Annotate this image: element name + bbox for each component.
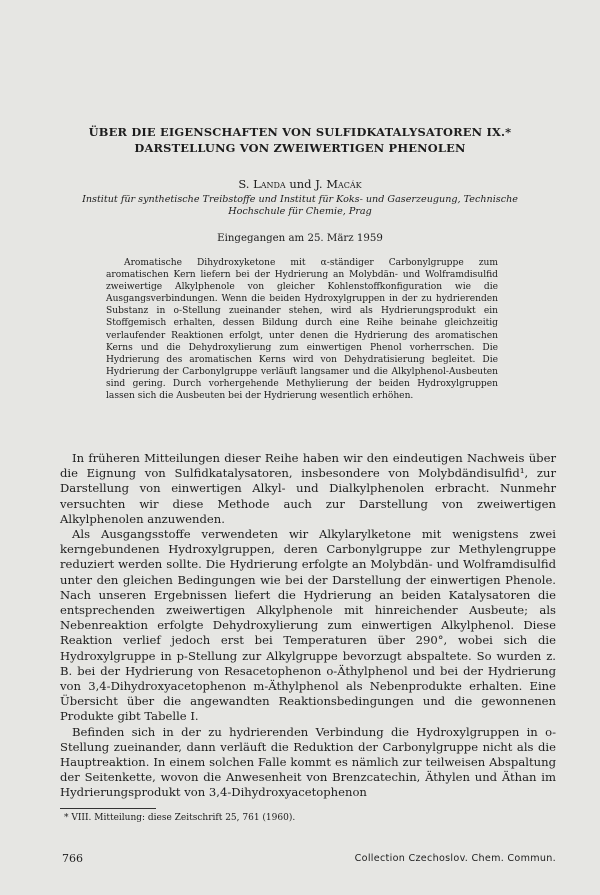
author-1-surname: Landa (253, 177, 286, 191)
title-line-2: DARSTELLUNG VON ZWEIWERTIGEN PHENOLEN (134, 141, 466, 155)
footnote: * VIII. Mitteilung: diese Zeitschrift 25, 761 (1960). (64, 813, 296, 823)
author-line (40, 177, 560, 191)
journal-name: Collection Czechoslov. Chem. Commun. (354, 853, 556, 864)
author-1-initial: S. (238, 177, 250, 191)
abstract: Aromatische Dihydroxyketone mit α-ständiger Carbonylgruppe zum aromatischen Kern liefern bei der Hydrierung an Molybdän- und Wolframdisulfid zweiwertige Alkylphenole von gleicher Kohlenstoffkonfiguration wie die Ausgangsverbindungen. Wenn die beiden Hydroxylgruppen in der zu hydrierenden Substanz in o-Stellung zueinander stehen, wird als Hydrierungsprodukt ein Stoffgemisch erhalten, dessen Bildung durch eine Reihe beinahe gleichzeitig verlaufender Reaktionen erfolgt, unter denen die Hydrierung des aromatischen Kerns und die Dehydroxylierung zum einwertigen Phenol vorherrschen. Die Hydrierung des aromatischen Kerns wird von Dehydratisierung begleitet. Die Hydrierung der Carbonylgruppe verläuft langsamer und die Alkylphenol-Ausbeuten sind gering. Durch vorhergehende Methylierung der beiden Hydroxylgruppen lassen sich die Ausbeuten bei der Hydrierung wesentlich erhöhen. (106, 258, 498, 402)
received-date: Eingegangen am 25. März 1959 (217, 233, 383, 244)
footnote-divider (60, 808, 156, 809)
author-2-surname: Macák (326, 177, 362, 191)
body-paragraph-1: In früheren Mitteilungen dieser Reihe haben wir den eindeutigen Nachweis über die Eignung von Sulfidkatalysatoren, insbesondere von Molybdändisulfid¹, zur Darstellung von einwertigen Alkyl- und Dialkylphenolen erbracht. Nunmehr versuchten wir diese Methode auch zur Darstellung von zweiwertigen Alkylphenolen anzuwenden. (60, 451, 556, 526)
article-title (40, 124, 560, 156)
author-2-initial: J. (315, 177, 323, 191)
author-affiliation: Institut für synthetische Treibstoffe und Institut für Koks- und Gaserzeugung, Technische Hochschule für Chemie, Prag (82, 194, 518, 217)
body-paragraph-2: Als Ausgangsstoffe verwendeten wir Alkylarylketone mit wenigstens zwei kerngebundenen Hydroxylgruppen, deren Carbonylgruppe zur Methylengruppe reduziert werden sollte. Die Hydrierung erfolgte an Molybdän- und Wolframdisulfid unter den gleichen Bedingungen wie bei der Darstellung der einwertigen Phenole. Nach unseren Ergebnissen liefert die Hydrierung an beiden Katalysatoren die entsprechenden zweiwertigen Alkylphenole mit hinreichender Ausbeute; als Nebenreaktion erfolgte Dehydroxylierung zum einwertigen Alkylphenol. Diese Reaktion verlief jedoch erst bei Temperaturen über 290°, wobei sich die Hydroxylgruppe in p-Stellung zur Alkylgruppe bevorzugt abspaltete. So wurden z. B. bei der Hydrierung von Resacetophenon o-Äthylphenol und bei der Hydrierung von 3,4-Dihydroxyacetophenon m-Äthylphenol als Nebenprodukte erhalten. Eine Übersicht über die angewandten Reaktionsbedingungen und die gewonnenen Produkte gibt Tabelle I. (60, 527, 556, 724)
body-paragraph-3: Befinden sich in der zu hydrierenden Verbindung die Hydroxylgruppen in o-Stellung zueinander, dann verläuft die Reduktion der Carbonylgruppe nicht als die Hauptreaktion. In einem solchen Falle kommt es nämlich zur teilweisen Abspaltung der Seitenkette, wovon die Anwesenheit von Brenzcatechin, Äthylen und Äthan im Hydrierungsprodukt von 3,4-Dihydroxyacetophenon (60, 724, 556, 800)
body-text (60, 451, 556, 801)
page-number: 766 (62, 852, 83, 865)
author-connector: und (289, 177, 312, 191)
title-line-1: ÜBER DIE EIGENSCHAFTEN VON SULFIDKATALYSATOREN IX.* (88, 125, 512, 139)
